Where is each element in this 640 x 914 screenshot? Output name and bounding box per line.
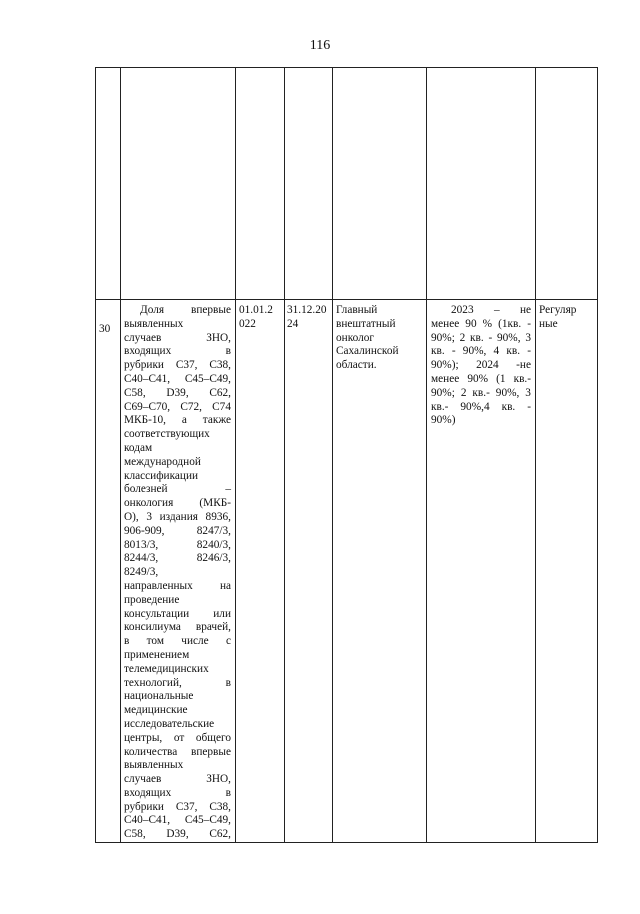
indicator-text-word: применением	[124, 648, 190, 661]
indicator-text-word: или	[213, 607, 231, 620]
target-text-word: 90%,	[495, 386, 520, 399]
indicator-text-line	[124, 373, 231, 387]
target-text-word: кв.	[501, 400, 516, 413]
indicator-text-word: ЗНО,	[206, 331, 231, 344]
target-text-word: 2	[459, 331, 466, 344]
row-separator	[95, 299, 598, 300]
table-right-border	[597, 67, 598, 843]
target-text-word: 90%;	[431, 331, 455, 344]
indicator-text-word: центры,	[124, 731, 163, 744]
target-text-word: 2023	[451, 304, 474, 316]
indicator-text-word: общего	[195, 731, 231, 744]
indicator-text-word: случаев	[124, 331, 162, 344]
indicator-text-word: международной	[124, 455, 201, 468]
end-date-text: 31.12.20	[287, 304, 327, 316]
periodicity-text: Регуляр	[539, 304, 577, 316]
target-text-line	[431, 359, 531, 373]
target-text-word: 2	[460, 386, 467, 399]
target-text-line	[431, 304, 531, 318]
start-date-text: 01.01.2	[239, 304, 273, 316]
start-date-cell	[239, 304, 282, 332]
indicator-text-word: проведение	[124, 593, 180, 606]
indicator-text-line	[124, 387, 231, 401]
indicator-text-word: случаев	[124, 773, 162, 786]
indicator-text-word: в	[225, 345, 231, 358]
indicator-text-word: впервые	[191, 745, 231, 758]
column-divider	[332, 67, 333, 843]
indicator-text-word: C45–C49,	[184, 814, 231, 827]
indicator-text-word: C58,	[124, 386, 146, 399]
end-date-cell	[287, 304, 330, 332]
indicator-text-word: входящих	[124, 786, 172, 799]
indicator-text-word: в	[225, 676, 231, 689]
indicator-text-word: 8246/3,	[196, 552, 231, 565]
responsible-text: области.	[336, 359, 377, 372]
target-text-word: 2024	[476, 359, 499, 372]
target-text-word: 3	[525, 386, 531, 399]
target-value-cell	[431, 304, 531, 428]
indicator-text-line	[124, 594, 231, 608]
target-text-word: 3	[525, 331, 531, 344]
target-text-line	[431, 401, 531, 415]
indicator-text-line	[124, 663, 231, 677]
target-text-word: кв.-	[472, 386, 490, 399]
indicator-text-word: с	[225, 635, 231, 648]
target-text-word: (1	[496, 372, 506, 385]
indicator-text-word: медицинские	[124, 704, 188, 717]
indicator-text-word: телемедицинских	[124, 662, 209, 675]
indicator-text-word: (МКБ-	[199, 497, 231, 510]
indicator-text-line	[124, 539, 231, 553]
indicator-text-word: консилиума	[124, 621, 181, 634]
indicator-text-line	[124, 483, 231, 497]
indicator-text-line	[124, 318, 231, 332]
indicator-text-word: 906-909,	[124, 524, 165, 537]
indicator-text-line	[124, 787, 231, 801]
indicator-text-line	[124, 442, 231, 456]
indicator-text-line	[124, 332, 231, 346]
indicator-text-word: C74	[212, 400, 231, 413]
indicator-text-word: C72,	[180, 400, 202, 413]
indicator-text-line	[124, 304, 231, 318]
column-divider	[535, 67, 536, 843]
indicator-text-line	[124, 746, 231, 760]
indicator-text-line	[124, 456, 231, 470]
indicator-text-word: врачей,	[195, 621, 231, 634]
target-text-word: 90%,4	[460, 400, 490, 413]
indicator-name-cell	[124, 304, 231, 842]
indicator-text-word: 8013/3,	[124, 538, 159, 551]
target-text-line	[431, 414, 531, 428]
indicator-text-line	[124, 525, 231, 539]
indicator-text-word: C62,	[209, 386, 231, 399]
indicator-text-line	[124, 580, 231, 594]
target-text-word: не	[519, 304, 531, 316]
indicator-text-word: числе	[181, 635, 209, 648]
indicator-text-word: исследовательские	[124, 717, 215, 730]
indicator-text-word: соответствующих	[124, 428, 210, 441]
indicator-text-line	[124, 677, 231, 691]
target-text-word: -	[527, 317, 531, 330]
page-number: 116	[309, 38, 331, 53]
indicator-text-word: в	[124, 635, 130, 648]
indicator-text-word: C45–C49,	[184, 372, 231, 385]
indicator-text-line	[124, 759, 231, 773]
indicator-text-word: национальные	[124, 690, 194, 703]
indicator-text-line	[124, 414, 231, 428]
indicator-text-line	[124, 814, 231, 828]
indicator-text-line	[124, 359, 231, 373]
target-text-word: –	[493, 304, 500, 316]
end-date-text: 24	[287, 317, 299, 330]
indicator-text-line	[124, 566, 231, 580]
target-text-word: кв.-	[431, 400, 449, 413]
target-text-word: %	[482, 317, 493, 330]
indicator-text-word: 3	[146, 510, 152, 523]
indicator-text-line	[124, 621, 231, 635]
indicator-text-line	[124, 401, 231, 415]
indicator-text-word: C37,	[175, 800, 198, 813]
indicator-text-word: МКБ-10,	[124, 414, 166, 427]
target-text-word: менее	[431, 372, 460, 385]
indicator-text-line	[124, 635, 231, 649]
indicator-text-word: C38,	[209, 800, 231, 813]
indicator-text-word: C38,	[209, 359, 231, 372]
indicator-text-word: 8247/3,	[196, 524, 231, 537]
target-text-word: 90%;	[431, 386, 455, 399]
row-number: 30	[99, 323, 111, 335]
target-text-line	[431, 373, 531, 387]
indicator-text-word: количества	[124, 745, 178, 758]
indicator-text-word: издания	[159, 510, 198, 523]
indicator-text-word: –	[225, 483, 231, 496]
indicator-text-word: 8936,	[205, 510, 231, 523]
table-top-border	[95, 67, 598, 68]
target-text-line	[431, 332, 531, 346]
column-divider	[120, 67, 121, 843]
indicator-text-line	[124, 552, 231, 566]
target-text-word: -не	[516, 359, 531, 372]
target-text-word: кв.	[506, 345, 521, 358]
indicator-text-line	[124, 690, 231, 704]
indicator-text-word: также	[202, 414, 231, 427]
start-date-text: 022	[239, 317, 256, 330]
indicator-text-line	[124, 732, 231, 746]
responsible-cell	[336, 304, 424, 373]
target-text-line	[431, 345, 531, 359]
target-text-word: -	[527, 400, 531, 413]
indicator-text-line	[124, 828, 231, 842]
indicator-text-word: от	[173, 731, 185, 744]
target-text-word: кв.	[431, 345, 445, 358]
indicator-text-line	[124, 428, 231, 442]
row-number-cell	[99, 323, 117, 337]
indicator-text-word: кодам	[124, 441, 153, 454]
indicator-text-line	[124, 608, 231, 622]
indicator-text-word: 8244/3,	[124, 552, 159, 565]
indicator-text-word: болезней	[124, 483, 168, 496]
indicator-text-word: C37,	[175, 359, 198, 372]
indicator-text-word: рубрики	[124, 800, 164, 813]
target-text-word: -	[527, 345, 531, 358]
target-text-word: 90	[465, 317, 477, 330]
indicator-text-word: ЗНО,	[206, 773, 231, 786]
indicator-text-word: на	[219, 579, 231, 592]
target-text-word: менее	[431, 317, 460, 330]
table-left-border	[95, 67, 96, 843]
indicator-text-word: входящих	[124, 345, 172, 358]
indicator-text-word: Доля	[140, 304, 165, 316]
indicator-text-word: рубрики	[124, 359, 164, 372]
target-text-word: кв.-	[513, 372, 531, 385]
target-text-word: (1кв.	[498, 317, 522, 330]
target-text-word: -	[488, 331, 493, 344]
indicator-text-word: 8249/3,	[124, 566, 159, 579]
periodicity-text: ные	[539, 317, 558, 330]
indicator-text-word: направленных	[124, 579, 193, 592]
indicator-text-word: C69–C70,	[124, 400, 171, 413]
indicator-text-word: технологий,	[124, 676, 182, 689]
indicator-text-word: том	[146, 635, 164, 648]
indicator-text-word: D39,	[166, 828, 189, 841]
indicator-text-word: выявленных	[124, 317, 184, 330]
indicator-text-line	[124, 718, 231, 732]
target-text-word: кв.	[470, 331, 484, 344]
indicator-text-word: D39,	[166, 386, 189, 399]
indicator-text-word: онкология	[124, 497, 174, 510]
target-text-line	[431, 387, 531, 401]
indicator-text-word: C40–C41,	[124, 814, 171, 827]
indicator-text-word: впервые	[191, 304, 231, 316]
indicator-text-word: C40–C41,	[124, 372, 171, 385]
indicator-text-word: выявленных	[124, 759, 184, 772]
column-divider	[235, 67, 236, 843]
periodicity-cell	[539, 304, 595, 332]
table-bottom-border	[95, 842, 598, 843]
indicator-text-line	[124, 704, 231, 718]
responsible-text: Сахалинской	[336, 345, 399, 358]
target-text-word: 90%)	[431, 414, 456, 427]
indicator-text-word: классификации	[124, 469, 199, 482]
target-text-line	[431, 318, 531, 332]
indicator-text-line	[124, 801, 231, 815]
target-text-word: -	[451, 345, 456, 358]
indicator-text-line	[124, 345, 231, 359]
column-divider	[426, 67, 427, 843]
indicator-text-line	[124, 511, 231, 525]
indicator-table	[95, 67, 598, 843]
responsible-text: Главный	[336, 304, 378, 316]
indicator-text-word: в	[225, 786, 231, 799]
responsible-text: онколог	[336, 331, 375, 344]
responsible-text: внештатный	[336, 317, 396, 330]
indicator-text-line	[124, 497, 231, 511]
indicator-text-word: 8240/3,	[196, 538, 231, 551]
indicator-text-line	[124, 649, 231, 663]
indicator-text-word: C58,	[124, 828, 146, 841]
target-text-word: 90%	[467, 372, 489, 385]
target-text-word: 90%,	[462, 345, 487, 358]
column-divider	[284, 67, 285, 843]
indicator-text-word: О),	[124, 510, 139, 523]
indicator-text-line	[124, 773, 231, 787]
target-text-word: 90%);	[431, 359, 459, 372]
indicator-text-word: а	[181, 414, 187, 427]
indicator-text-line	[124, 470, 231, 484]
target-text-word: 4	[493, 345, 500, 358]
indicator-text-word: C62,	[209, 828, 231, 841]
indicator-text-word: консультации	[124, 607, 190, 620]
target-text-word: 90%,	[497, 331, 521, 344]
